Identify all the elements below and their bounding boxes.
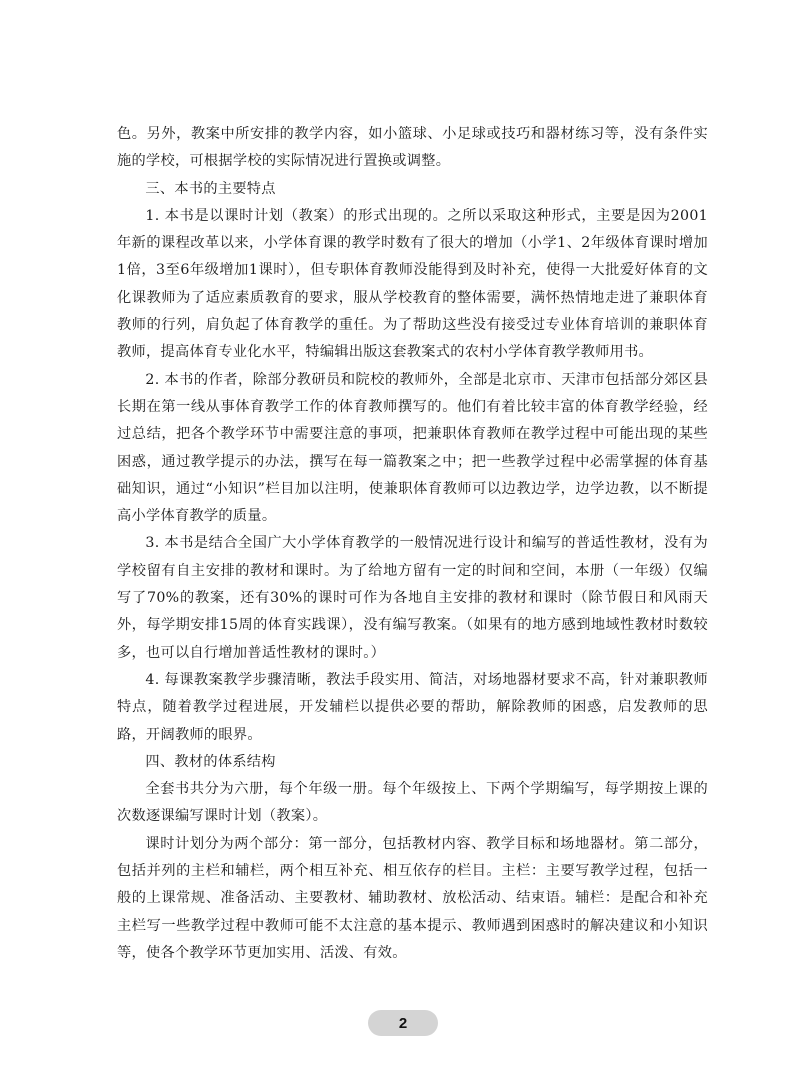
paragraph-feature-2: 2. 本书的作者，除部分教研员和院校的教师外，全部是北京市、天津市包括部分郊区县长期在第一线从事体育教学工作的体育教师撰写的。他们有着比较丰富的体育教学经验，经过总结，把各个教学环节中需要注意的事项，把兼职体育教师在教学过程中可能出现的某些困惑，通过教学提示的办法，撰写在每一篇教案之中；把一些教学过程中必需掌握的体育基础知识，通过“小知识”栏目加以注明，使兼职体育教师可以边教边学，边学边教，以不断提高小学体育教学的质量。 <box>117 371 708 525</box>
page-number-badge <box>368 1010 438 1036</box>
paragraph-structure-2: 课时计划分为两个部分：第一部分，包括教材内容、教学目标和场地器材。第二部分，包括并列的主栏和辅栏，两个相互补充、相互依存的栏目。主栏：主要写教学过程，包括一般的上课常规、准备活动、主要教材、辅助教材、放松活动、结束语。辅栏：是配合和补充主栏写一些教学过程中教师可能不太注意的基本提示、教师遇到困惑时的解决建议和小知识等，使各个教学环节更加实用、活泼、有效。 <box>117 835 708 961</box>
section-heading-structure: 四、教材的体系结构 <box>145 753 276 770</box>
page-number: 2 <box>398 1014 408 1032</box>
paragraph-feature-3: 3. 本书是结合全国广大小学体育教学的一般情况进行设计和编写的普适性教材，没有为学校留有自主安排的教材和课时。为了给地方留有一定的时间和空间，本册（一年级）仅编写了70%的教案，还有30%的课时可作为各地自主安排的教材和课时（除节假日和风雨天外，每学期安排15周的体育实践课），没有编写教案。（如果有的地方感到地域性教材时数较多，也可以自行增加普适性教材的课时。） <box>117 535 708 661</box>
paragraph-feature-1: 1. 本书是以课时计划（教案）的形式出现的。之所以采取这种形式，主要是因为2001年新的课程改革以来，小学体育课的教学时数有了很大的增加（小学1、2年级体育课时增加1倍，3至6年级增加1课时），但专职体育教师没能得到及时补充，使得一大批爱好体育的文化课教师为了适应素质教育的要求，服从学校教育的整体需要，满怀热情地走进了兼职体育教师的行列，肩负起了体育教学的重任。为了帮助这些没有接受过专业体育培训的兼职体育教师，提高体育专业化水平，特编辑出版这套教案式的农村小学体育教学教师用书。 <box>117 207 708 361</box>
paragraph-continuation: 色。另外，教案中所安排的教学内容，如小篮球、小足球或技巧和器材练习等，没有条件实施的学校，可根据学校的实际情况进行置换或调整。 <box>117 126 708 170</box>
paragraph-feature-4: 4. 每课教案教学步骤清晰，教法手段实用、简洁，对场地器材要求不高，针对兼职教师特点，随着教学过程进展，开发辅栏以提供必要的帮助，解除教师的困惑，启发教师的思路，开阔教师的眼界。 <box>117 671 708 743</box>
document-body <box>117 121 708 967</box>
paragraph-structure-1: 全套书共分为六册，每个年级一册。每个年级按上、下两个学期编写，每学期按上课的次数逐课编写课时计划（教案）。 <box>117 781 708 825</box>
section-heading-features: 三、本书的主要特点 <box>145 180 276 197</box>
